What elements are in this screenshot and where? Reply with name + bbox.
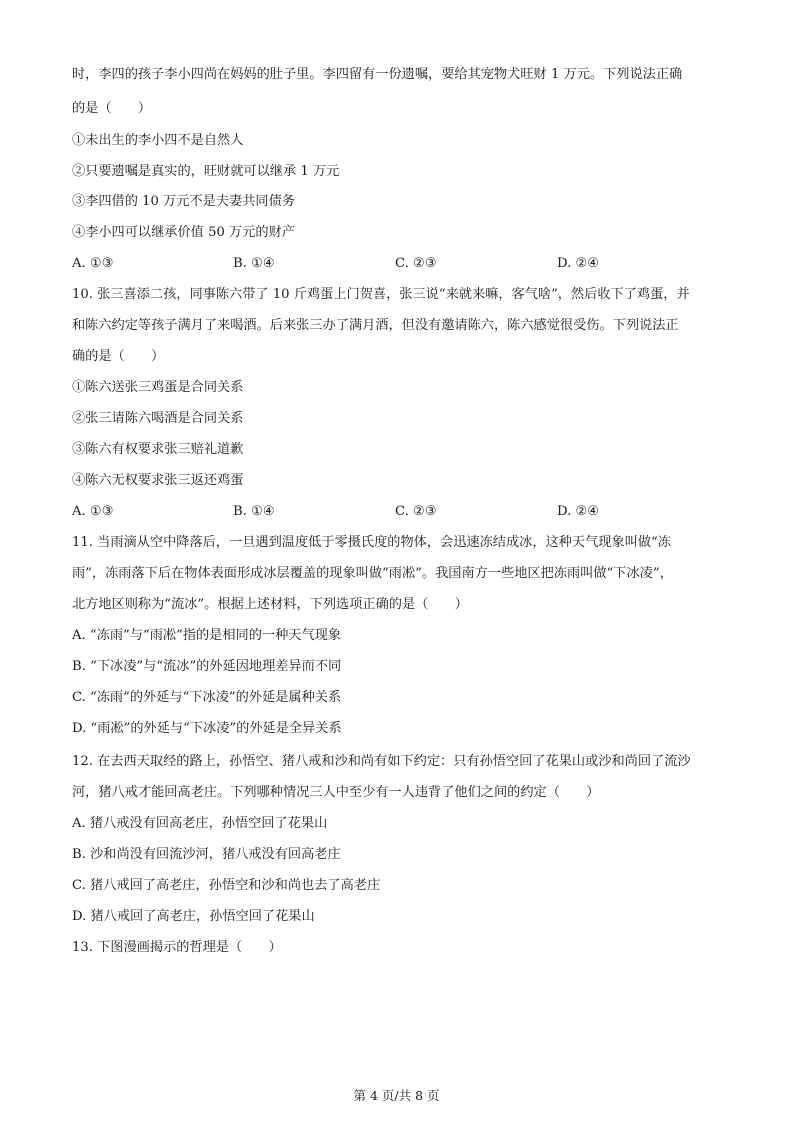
- question-11-stem-line: 北方地区则称为“流冰”。根据上述材料，下列选项正确的是（ ）: [72, 597, 468, 612]
- question-12-stem-line: 12. 在去西天取经的路上，孙悟空、猪八戒和沙和尚有如下约定：只有孙悟空回了花果山或沙和尚回了流沙: [72, 754, 691, 769]
- option-b: B. ①④: [233, 256, 275, 271]
- option-a: A. ①③: [72, 504, 114, 519]
- question-9-statement: ②只要遗嘱是真实的，旺财就可以继承 1 万元: [72, 164, 340, 179]
- question-12-choice: C. 猪八戒回了高老庄，孙悟空和沙和尚也去了高老庄: [72, 878, 381, 893]
- question-11-choice: C. “冻雨”的外延与“下冰凌”的外延是属种关系: [72, 690, 342, 705]
- question-11-choice: D. “雨凇”的外延与“下冰凌”的外延是全异关系: [72, 721, 342, 736]
- question-11-choice: B. “下冰凌”与“流冰”的外延因地理差异而不同: [72, 659, 342, 674]
- question-12-choice: B. 沙和尚没有回流沙河，猪八戒没有回高老庄: [72, 847, 341, 862]
- option-c: C. ②③: [395, 256, 437, 271]
- option-d: D. ②④: [557, 504, 600, 519]
- question-10-stem-line: 和陈六约定等孩子满月了来喝酒。后来张三办了满月酒，但没有邀请陈六，陈六感觉很受伤。下列说法正: [72, 318, 679, 333]
- question-9-stem-line: 时，李四的孩子李小四尚在妈妈的肚子里。李四留有一份遗嘱，要给其宠物犬旺财 1 万元。下列说法正确: [72, 67, 683, 82]
- option-b: B. ①④: [233, 504, 275, 519]
- question-10-stem-line: 确的是（ ）: [72, 349, 165, 364]
- option-d: D. ②④: [557, 256, 600, 271]
- question-9-options: [72, 255, 712, 273]
- question-11-stem-line: 雨”，冻雨落下后在物体表面形成冰层覆盖的现象叫做“雨凇”。我国南方一些地区把冻雨叫做“下冰凌”，: [72, 566, 673, 581]
- question-12-stem-line: 河，猪八戒才能回高老庄。下列哪种情况三人中至少有一人违背了他们之间的约定（ ）: [72, 785, 600, 800]
- question-10-options: [72, 503, 712, 521]
- question-10-statement: ②张三请陈六喝酒是合同关系: [72, 411, 244, 426]
- question-10-statement: ①陈六送张三鸡蛋是合同关系: [72, 380, 244, 395]
- question-10-statement: ④陈六无权要求张三返还鸡蛋: [72, 473, 244, 488]
- question-13-stem-line: 13. 下图漫画揭示的哲理是（ ）: [72, 940, 282, 955]
- question-9-statement: ④李小四可以继承价值 50 万元的财产: [72, 225, 295, 240]
- question-12-choice: A. 猪八戒没有回高老庄，孙悟空回了花果山: [72, 816, 328, 831]
- page-number: 第 4 页/共 8 页: [353, 1088, 440, 1103]
- question-9-statement: ①未出生的李小四不是自然人: [72, 133, 244, 148]
- option-c: C. ②③: [395, 504, 437, 519]
- option-a: A. ①③: [72, 256, 114, 271]
- question-10-stem-line: 10. 张三喜添二孩，同事陈六带了 10 斤鸡蛋上门贺喜，张三说“来就来嘛，客气啥”，然后收下了鸡蛋，并: [72, 287, 690, 302]
- question-10-statement: ③陈六有权要求张三赔礼道歉: [72, 442, 244, 457]
- question-12-choice: D. 猪八戒回了高老庄，孙悟空回了花果山: [72, 909, 315, 924]
- question-11-choice: A. “冻雨”与“雨凇”指的是相同的一种天气现象: [72, 628, 342, 643]
- question-11-stem-line: 11. 当雨滴从空中降落后，一旦遇到温度低于零摄氏度的物体，会迅速冻结成冰，这种天气现象叫做“冻: [72, 535, 671, 550]
- question-9-statement: ③李四借的 10 万元不是夫妻共同债务: [72, 194, 295, 209]
- question-9-stem-line: 的是（ ）: [72, 101, 152, 116]
